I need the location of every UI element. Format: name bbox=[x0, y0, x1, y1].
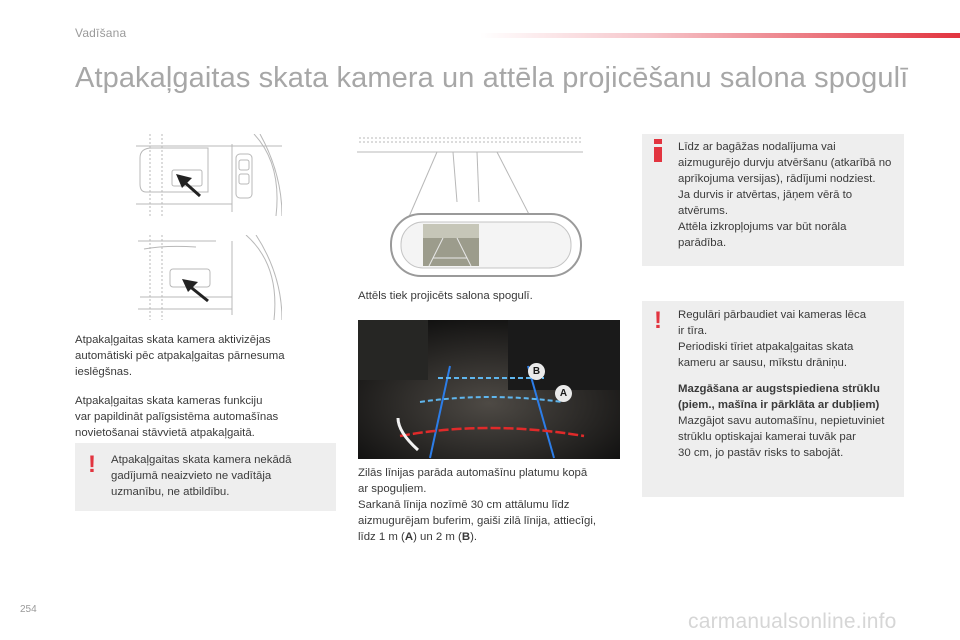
warning-bold-heading: Mazgāšana ar augstspiediena strūklu bbox=[678, 383, 880, 395]
left-warning-box: ! Atpakaļgaitas skata kamera nekādā gadījumā neaizvieto ne vadītāja uzmanību, ne atbildību. bbox=[75, 443, 336, 511]
camera-lines-description bbox=[358, 465, 596, 545]
rear-camera-view bbox=[358, 320, 620, 459]
mirror-caption: Attēls tiek projicēts salona spogulī. bbox=[358, 290, 533, 302]
distance-marker-a: A bbox=[555, 385, 572, 402]
desc-line: Zilās līnijas parāda automašīnu platumu kopā bbox=[358, 467, 588, 479]
desc-line: aizmugurējam buferim, gaiši zilā līnija, attiecīgi, bbox=[358, 515, 597, 527]
header-accent-bar bbox=[480, 33, 960, 38]
desc-line: Sarkanā līnija nozīmē 30 cm attālumu līdz bbox=[358, 499, 570, 511]
desc-line: ar spoguļiem. bbox=[358, 483, 427, 495]
activation-paragraph: Atpakaļgaitas skata kamera aktivizējas automātiski pēc atpakaļgaitas pārnesuma ieslēgšnas. bbox=[75, 334, 285, 378]
header-section-label: Vadīšana bbox=[75, 26, 127, 40]
watermark: carmanualsonline.info bbox=[688, 610, 897, 633]
info-box: Līdz ar bagāžas nodalījuma vai aizmugurējo durvju atvēršanu (atkarībā no aprīkojuma versijas), rādījumi nodziest. Ja durvis ir atvērtas, jāņem vērā to atvērums. Attēla izkropļojums var būt norāla parādība. bbox=[642, 134, 904, 266]
parking-assist-paragraph: Atpakaļgaitas skata kameras funkciju var papildināt palīgsistēma automašīnas novietošanai stāvvietā atpakaļgaitā. bbox=[75, 395, 279, 439]
van-rear-illustration-bottom bbox=[136, 235, 282, 320]
desc-line: līdz 1 m (A) un 2 m (B). bbox=[358, 531, 478, 543]
distance-marker-b: B bbox=[528, 363, 545, 380]
warning-icon: ! bbox=[88, 451, 96, 478]
page-title: Atpakaļgaitas skata kamera un attēla projicēšanu salona spogulī bbox=[75, 62, 909, 94]
warning-bold-heading: (piem., mašīna ir pārklāta ar dubļiem) bbox=[678, 399, 880, 411]
info-icon bbox=[651, 137, 665, 168]
warning-icon: ! bbox=[654, 307, 662, 334]
interior-mirror-illustration bbox=[357, 134, 583, 278]
page-number: 254 bbox=[20, 604, 37, 615]
van-rear-illustration-top bbox=[136, 134, 282, 216]
right-warning-box: ! Regulāri pārbaudiet vai kameras lēca ir tīra. Periodiski tīriet atpakaļgaitas skata kameru ar sausu, mīkstu drāniņu. Mazgāšana ar augstspiediena strūklu (piem., mašīna ir pārklāta ar dubļiem) Mazgājot savu automašīnu, nepietuviniet strūklu optiskajai kamerai tuvāk par 30 cm, jo pastāv risks to sabojāt. bbox=[642, 301, 904, 497]
